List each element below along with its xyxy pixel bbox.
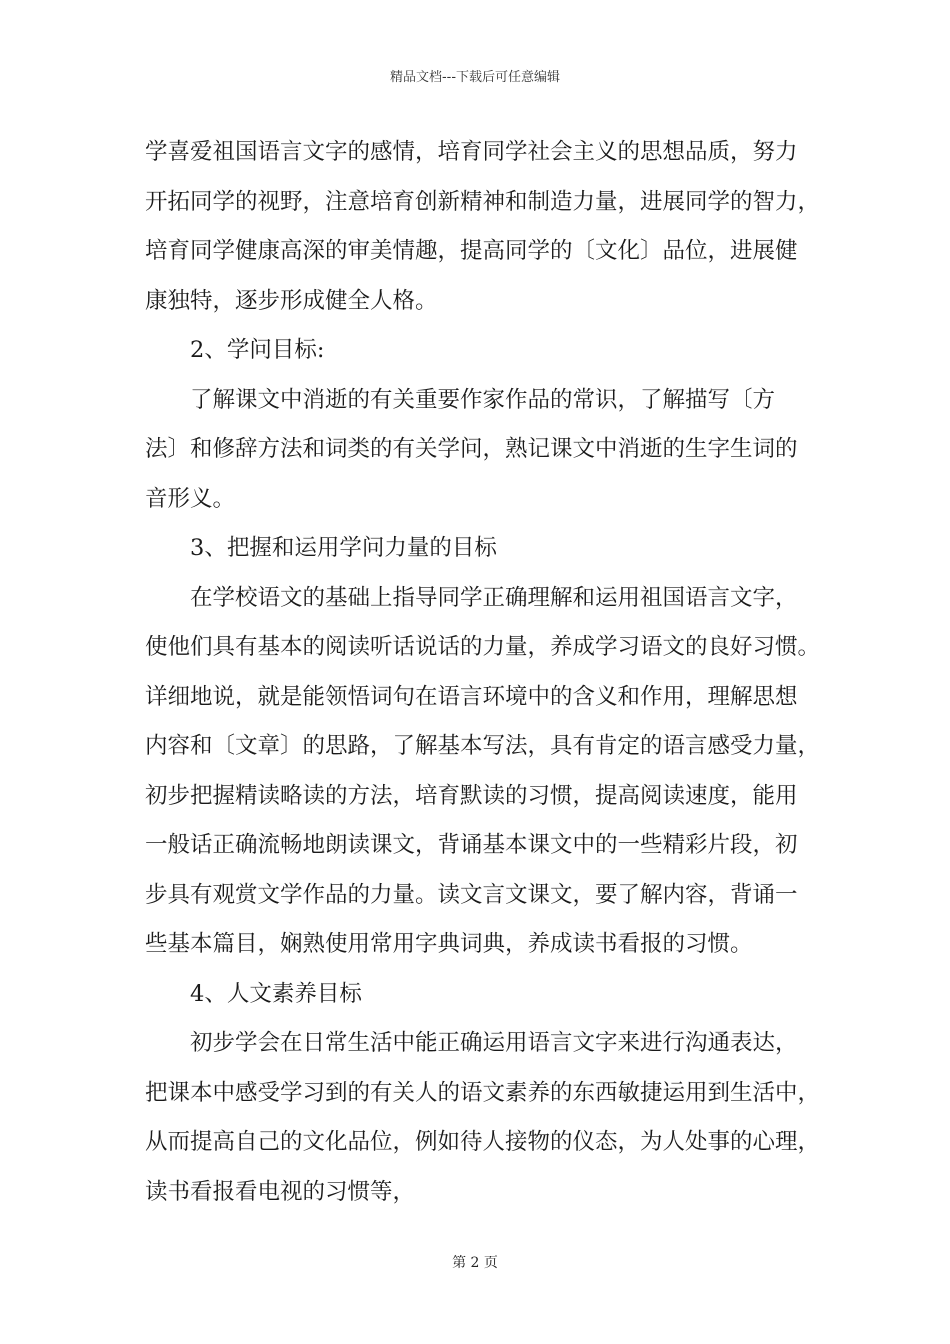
document-body [145, 128, 835, 1217]
text-line: 把课本中感受学习到的有关人的语文素养的东西敏捷运用到生活中， [145, 1079, 821, 1106]
section-heading-humanities: 4、人文素养目标 [190, 980, 362, 1007]
text-line: 内容和〔文章〕的思路，了解基本写法，具有肯定的语言感受力量， [145, 733, 821, 759]
text-line: 初步学会在日常生活中能正确运用语言文字来进行沟通表达， [190, 1030, 798, 1056]
text-line: 法〕和修辞方法和词类的有关学问，熟记课文中消逝的生字生词的 [145, 436, 798, 462]
text-line: 从而提高自己的文化品位，例如待人接物的仪态，为人处事的心理， [145, 1129, 821, 1155]
text-line: 学喜爱祖国语言文字的感情，培育同学社会主义的思想品质，努力 [145, 139, 798, 165]
text-line: 步具有观赏文学作品的力量。读文言文课文，要了解内容，背诵一 [145, 881, 798, 908]
text-line: 详细地说，就是能领悟词句在语言环境中的含义和作用，理解思想 [145, 683, 798, 710]
text-line: 些基本篇目，娴熟使用常用字典词典，养成读书看报的习惯。 [145, 931, 753, 957]
text-line: 了解课文中消逝的有关重要作家作品的常识，了解描写〔方 [190, 386, 776, 413]
text-line: 音形义。 [145, 485, 236, 512]
text-line: 读书看报看电视的习惯等， [145, 1178, 416, 1205]
page-number: 第 2 页 [452, 1255, 498, 1271]
text-line: 开拓同学的视野，注意培育创新精神和制造力量，进展同学的智力， [145, 188, 821, 215]
page-header: 精品文档---下载后可任意编辑 [389, 70, 561, 85]
text-line: 一般话正确流畅地朗读课文，背诵基本课文中的一些精彩片段，初 [145, 832, 798, 858]
text-line: 康独特，逐步形成健全人格。 [145, 287, 438, 314]
section-heading-ability: 3、把握和运用学问力量的目标 [190, 535, 497, 561]
text-line: 培育同学健康高深的审美情趣，提高同学的〔文化〕品位，进展健 [145, 238, 798, 264]
text-line: 在学校语文的基础上指导同学正确理解和运用祖国语言文字， [190, 584, 798, 611]
section-heading-knowledge: 2、学问目标: [190, 337, 325, 363]
text-line: 初步把握精读略读的方法，培育默读的习惯，提高阅读速度，能用 [145, 782, 798, 809]
text-line: 使他们具有基本的阅读听话说话的力量，养成学习语文的良好习惯。 [145, 634, 821, 660]
